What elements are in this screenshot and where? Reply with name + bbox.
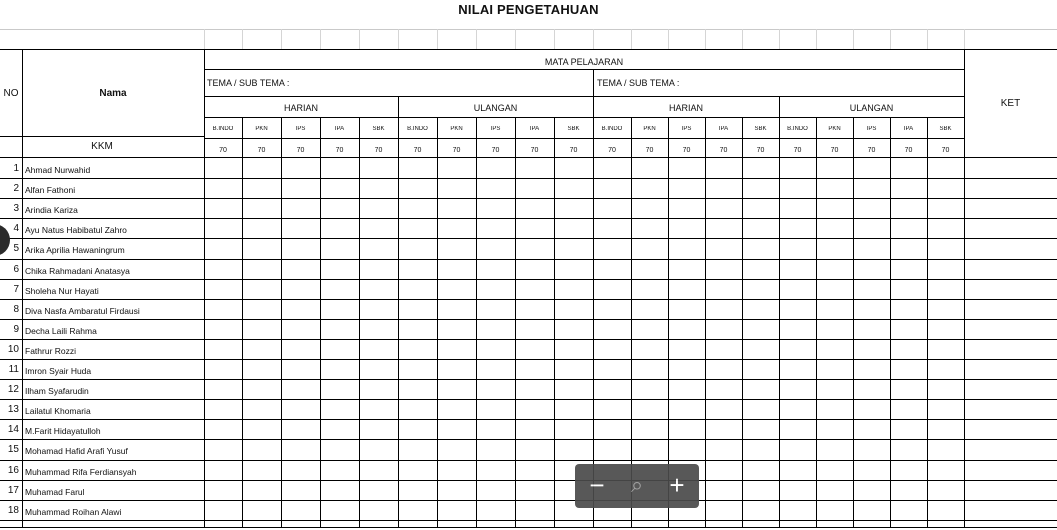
student-name: Mohamad Hafid Arafi Yusuf xyxy=(25,446,128,457)
grid-line-v xyxy=(779,29,780,49)
subject-header: IPS xyxy=(866,126,877,132)
grid-line-h xyxy=(0,136,204,137)
kkm-value: 70 xyxy=(904,147,913,154)
grid-line-v xyxy=(890,117,891,527)
grid-line-h xyxy=(0,379,1057,380)
grid-line-v xyxy=(927,117,928,527)
grid-line-v xyxy=(890,29,891,49)
subject-header: IPA xyxy=(718,126,729,132)
kkm-value: 70 xyxy=(569,147,578,154)
table-row[interactable] xyxy=(0,340,1057,360)
grid-line-h xyxy=(0,460,1057,461)
header-nama: Nama xyxy=(99,88,127,99)
row-number: 16 xyxy=(7,464,19,476)
row-number: 6 xyxy=(13,263,19,275)
grid-line-v xyxy=(554,29,555,49)
subject-header: PKN xyxy=(255,126,268,132)
grid-line-v xyxy=(705,29,706,49)
table-row[interactable] xyxy=(0,300,1057,320)
kkm-value: 70 xyxy=(645,147,654,154)
header-mata-pelajaran: MATA PELAJARAN xyxy=(544,57,624,67)
subject-header: PKN xyxy=(643,126,656,132)
subject-header: SBK xyxy=(372,126,385,132)
student-name: Ayu Natus Habibatul Zahro xyxy=(25,225,127,236)
grid-line-v xyxy=(853,29,854,49)
kkm-value: 70 xyxy=(682,147,691,154)
group-header: HARIAN xyxy=(283,103,318,113)
grid-line-v xyxy=(631,29,632,49)
table-row[interactable] xyxy=(0,380,1057,400)
grid-line-h xyxy=(0,527,1057,528)
sheet-title: NILAI PENGETAHUAN xyxy=(458,2,599,17)
student-name: Muhammad Roihan Alawi xyxy=(25,506,122,517)
grid-line-h xyxy=(0,29,1057,30)
table-row[interactable] xyxy=(0,400,1057,420)
kkm-value: 70 xyxy=(867,147,876,154)
table-row[interactable] xyxy=(0,199,1057,219)
row-number: 17 xyxy=(7,484,19,496)
table-row[interactable] xyxy=(0,179,1057,199)
grid-line-h xyxy=(0,480,1057,481)
grid-line-h xyxy=(0,218,1057,219)
grid-line-h xyxy=(0,198,1057,199)
grid-line-v xyxy=(476,29,477,49)
table-row[interactable] xyxy=(0,260,1057,280)
header-tema-left: TEMA / SUB TEMA : xyxy=(207,78,290,88)
group-header: ULANGAN xyxy=(849,103,894,113)
student-name: Imron Syair Huda xyxy=(25,366,92,376)
grid-line-v xyxy=(437,117,438,527)
row-number: 5 xyxy=(13,243,19,255)
grid-line-v xyxy=(964,49,965,527)
subject-header: B.INDO xyxy=(212,126,234,132)
row-number: 4 xyxy=(13,223,19,235)
grid-line-h xyxy=(0,259,1057,260)
grid-line-v xyxy=(779,96,780,527)
grid-line-h xyxy=(0,49,1057,50)
kkm-value: 70 xyxy=(530,147,539,154)
student-name: Sholeha Nur Hayati xyxy=(25,285,99,296)
grid-line-h xyxy=(0,419,1057,420)
student-name: Fathrur Rozzi xyxy=(25,345,77,356)
grid-line-h xyxy=(0,279,1057,280)
student-name: Ilham Syafarudin xyxy=(25,386,89,397)
row-number: 18 xyxy=(7,504,19,516)
subject-header: IPS xyxy=(295,126,306,132)
grid-line-v xyxy=(668,29,669,49)
grid-line-h xyxy=(204,117,964,118)
row-number: 11 xyxy=(8,364,19,375)
row-number: 7 xyxy=(13,283,19,295)
grid-line-v xyxy=(593,29,594,49)
subject-header: IPA xyxy=(529,126,540,132)
grid-line-h xyxy=(204,69,964,70)
grid-line-v xyxy=(281,117,282,527)
grid-line-v xyxy=(554,117,555,527)
student-name: Alfan Fathoni xyxy=(25,185,76,196)
row-number: 1 xyxy=(13,163,19,174)
header-tema-right: TEMA / SUB TEMA : xyxy=(597,78,680,88)
header-no: NO xyxy=(3,88,19,99)
row-number: 9 xyxy=(13,323,19,335)
subject-header: SBK xyxy=(939,126,952,132)
row-number: 12 xyxy=(7,384,19,396)
kkm-value: 70 xyxy=(756,147,765,154)
grid-line-h xyxy=(0,319,1057,320)
grid-line-h xyxy=(0,500,1057,501)
grid-line-v xyxy=(242,29,243,49)
kkm-value: 70 xyxy=(793,147,802,154)
subject-header: IPS xyxy=(490,126,501,132)
row-number: 2 xyxy=(13,183,19,195)
kkm-value: 70 xyxy=(608,147,616,154)
grid-line-v xyxy=(242,117,243,527)
kkm-value: 70 xyxy=(830,147,839,154)
grid-line-v xyxy=(927,29,928,49)
table-row[interactable] xyxy=(0,461,1057,481)
kkm-value: 70 xyxy=(491,147,500,154)
grid-line-h xyxy=(204,96,964,97)
subject-header: IPA xyxy=(334,126,345,132)
kkm-value: 70 xyxy=(452,147,461,154)
row-number: 10 xyxy=(7,343,19,355)
grid-line-v xyxy=(816,117,817,527)
grid-line-h xyxy=(0,157,1057,158)
subject-header: IPA xyxy=(903,126,914,132)
grid-line-v xyxy=(398,29,399,49)
student-name: Arika Aprilia Hawaningrum xyxy=(25,245,125,256)
kkm-value: 70 xyxy=(257,147,266,154)
grid-line-v xyxy=(742,29,743,49)
student-name: Muhammad Rifa Ferdiansyah xyxy=(25,466,137,477)
grid-line-v xyxy=(437,29,438,49)
kkm-value: 70 xyxy=(941,147,950,154)
student-name: Arindia Kariza xyxy=(25,205,78,216)
student-name: Chika Rahmadani Anatasya xyxy=(25,265,130,276)
subject-header: PKN xyxy=(450,126,463,132)
grid-line-v xyxy=(816,29,817,49)
kkm-value: 70 xyxy=(335,147,344,154)
zoom-toolbar xyxy=(575,464,699,508)
row-number: 15 xyxy=(7,444,19,456)
row-number: 8 xyxy=(13,303,19,315)
grid-line-v xyxy=(853,117,854,527)
subject-header: B.INDO xyxy=(601,126,623,132)
grid-line-v xyxy=(398,96,399,527)
kkm-value: 70 xyxy=(219,147,227,154)
kkm-value: 70 xyxy=(296,147,305,154)
kkm-value: 70 xyxy=(374,147,383,154)
subject-header: IPS xyxy=(681,126,692,132)
table-row[interactable] xyxy=(0,219,1057,239)
grid-line-h xyxy=(0,399,1057,400)
grid-line-h xyxy=(0,439,1057,440)
subject-header: PKN xyxy=(828,126,841,132)
grid-line-h xyxy=(0,520,1057,521)
student-name: Lailatul Khomaria xyxy=(25,406,91,417)
grid-line-v xyxy=(359,117,360,527)
header-ket: KET xyxy=(1000,98,1021,109)
row-number: 14 xyxy=(7,424,19,436)
table-row[interactable] xyxy=(0,159,1057,179)
grid-line-h xyxy=(204,138,964,139)
table-row[interactable] xyxy=(0,320,1057,340)
grid-line-h xyxy=(0,299,1057,300)
grid-line-v xyxy=(515,117,516,527)
grid-line-v xyxy=(204,29,205,49)
table-row[interactable] xyxy=(0,481,1057,501)
kkm-value: 70 xyxy=(719,147,728,154)
group-header: HARIAN xyxy=(668,103,703,113)
student-name: Muhamad Farul xyxy=(25,486,85,497)
row-number: 3 xyxy=(13,203,19,215)
grid-line-v xyxy=(22,49,23,527)
table-row[interactable] xyxy=(0,501,1057,521)
student-name: Decha Laili Rahma xyxy=(25,325,97,336)
grid-line-v xyxy=(281,29,282,49)
zoom-fit-icon[interactable]: ⌕ xyxy=(630,472,644,497)
student-name: M.Farit Hidayatulloh xyxy=(25,426,101,437)
grid-line-h xyxy=(0,339,1057,340)
grid-line-h xyxy=(0,359,1057,360)
grid-line-v xyxy=(964,29,965,49)
grid-line-v xyxy=(204,49,205,527)
grid-line-v xyxy=(705,117,706,527)
grid-line-v xyxy=(320,117,321,527)
header-kkm: KKM xyxy=(91,141,113,152)
table-row[interactable] xyxy=(0,280,1057,300)
grid-line-v xyxy=(320,29,321,49)
grid-line-h xyxy=(0,238,1057,239)
subject-header: B.INDO xyxy=(407,126,428,132)
student-name: Diva Nasfa Ambaratul Firdausi xyxy=(25,305,140,316)
grid-line-v xyxy=(515,29,516,49)
grid-line-h xyxy=(0,178,1057,179)
zoom-in-button[interactable]: + xyxy=(669,470,685,500)
kkm-value: 70 xyxy=(413,147,422,154)
grid-line-v xyxy=(593,69,594,527)
zoom-out-button[interactable]: − xyxy=(589,470,605,500)
row-number: 13 xyxy=(7,404,19,416)
grid-line-v xyxy=(476,117,477,527)
subject-header: SBK xyxy=(567,126,580,132)
grid-line-v xyxy=(742,117,743,527)
grid-line-v xyxy=(359,29,360,49)
subject-header: B.INDO xyxy=(787,126,808,132)
table-row[interactable] xyxy=(0,360,1057,380)
student-name: Ahmad Nurwahid xyxy=(25,165,91,175)
table-row[interactable] xyxy=(0,239,1057,259)
group-header: ULANGAN xyxy=(473,103,518,113)
table-row[interactable] xyxy=(0,420,1057,440)
subject-header: SBK xyxy=(754,126,767,132)
table-row[interactable] xyxy=(0,440,1057,460)
